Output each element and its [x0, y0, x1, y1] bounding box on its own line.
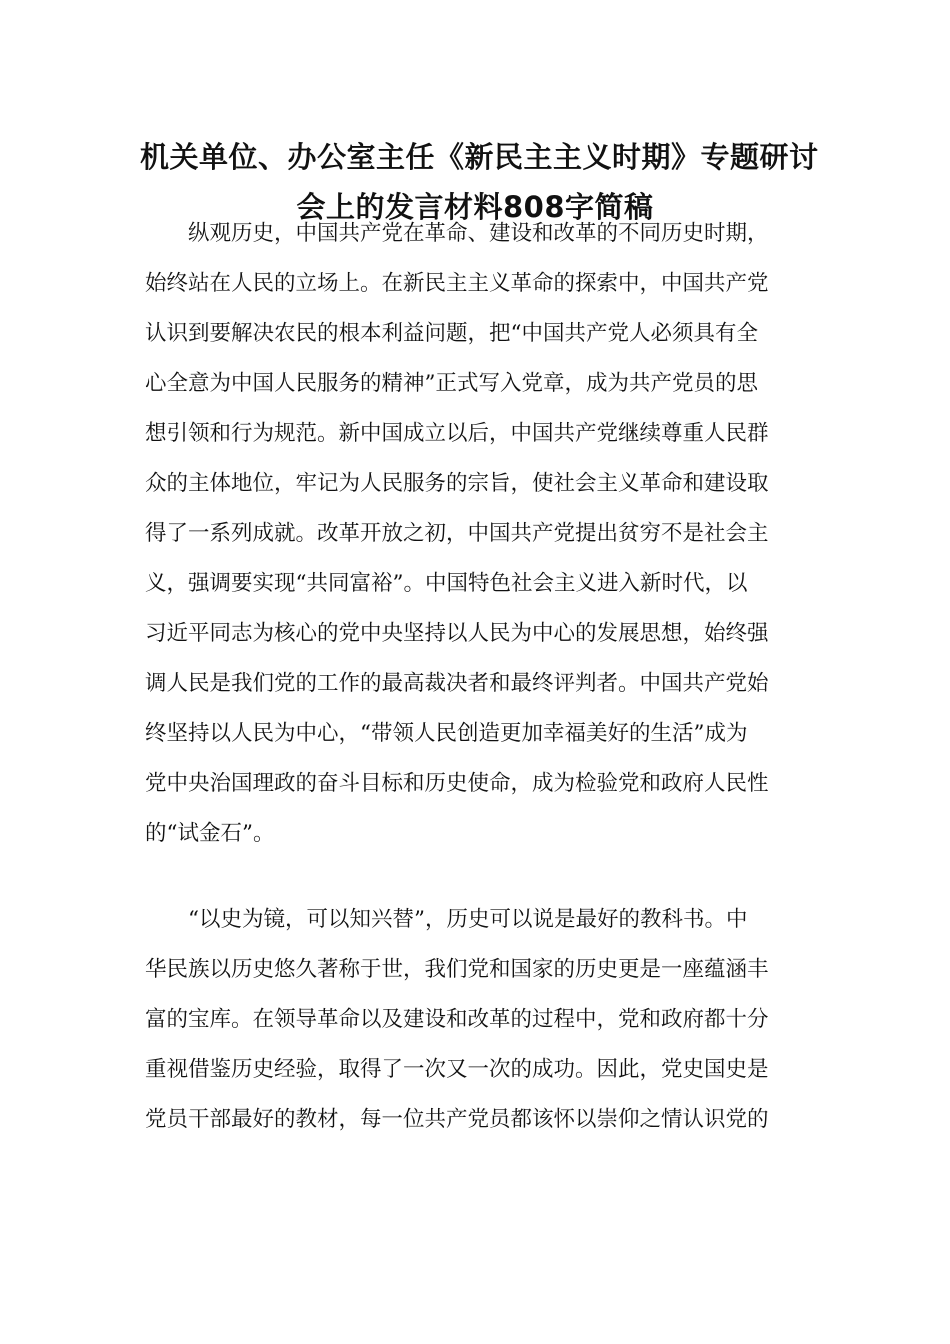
- paragraph-line: 习近平同志为核心的党中央坚持以人民为中心的发展思想，始终强: [145, 621, 769, 646]
- paragraph-line: 党中央治国理政的奋斗目标和历史使命，成为检验党和政府人民性: [145, 771, 769, 796]
- paragraph-line: 调人民是我们党的工作的最高裁决者和最终评判者。中国共产党始: [145, 671, 769, 696]
- paragraph-line: 终坚持以人民为中心，“带领人民创造更加幸福美好的生活”成为: [145, 721, 748, 746]
- paragraph-line: 党员干部最好的教材，每一位共产党员都该怀以崇仰之情认识党的: [145, 1107, 769, 1132]
- paragraph-line: 始终站在人民的立场上。在新民主主义革命的探索中，中国共产党: [145, 271, 769, 296]
- document-title-line-2: 会上的发言材料808字简稿: [296, 190, 654, 224]
- paragraph-line: 得了一系列成就。改革开放之初，中国共产党提出贫穷不是社会主: [145, 521, 769, 546]
- paragraph-line: 义，强调要实现“共同富裕”。中国特色社会主义进入新时代，以: [145, 571, 748, 596]
- paragraph-line: 想引领和行为规范。新中国成立以后，中国共产党继续尊重人民群: [145, 421, 769, 446]
- paragraph-line: 纵观历史，中国共产党在革命、建设和改革的不同历史时期，: [188, 221, 769, 246]
- paragraph-line: 富的宝库。在领导革命以及建设和改革的过程中，党和政府都十分: [145, 1007, 769, 1032]
- paragraph-line: “以史为镜，可以知兴替”，历史可以说是最好的教科书。中: [188, 907, 748, 932]
- paragraph-line: 的“试金石”。: [145, 821, 275, 846]
- paragraph-line: 重视借鉴历史经验，取得了一次又一次的成功。因此，党史国史是: [145, 1057, 769, 1082]
- paragraph-line: 华民族以历史悠久著称于世，我们党和国家的历史更是一座蕴涵丰: [145, 957, 769, 982]
- paragraph-line: 认识到要解决农民的根本利益问题，把“中国共产党人必须具有全: [145, 321, 758, 346]
- paragraph-line: 心全意为中国人民服务的精神”正式写入党章，成为共产党员的思: [145, 371, 758, 396]
- paragraph-line: 众的主体地位，牢记为人民服务的宗旨，使社会主义革命和建设取: [145, 471, 769, 496]
- document-title-line-1: 机关单位、办公室主任《新民主主义时期》专题研讨: [140, 140, 819, 174]
